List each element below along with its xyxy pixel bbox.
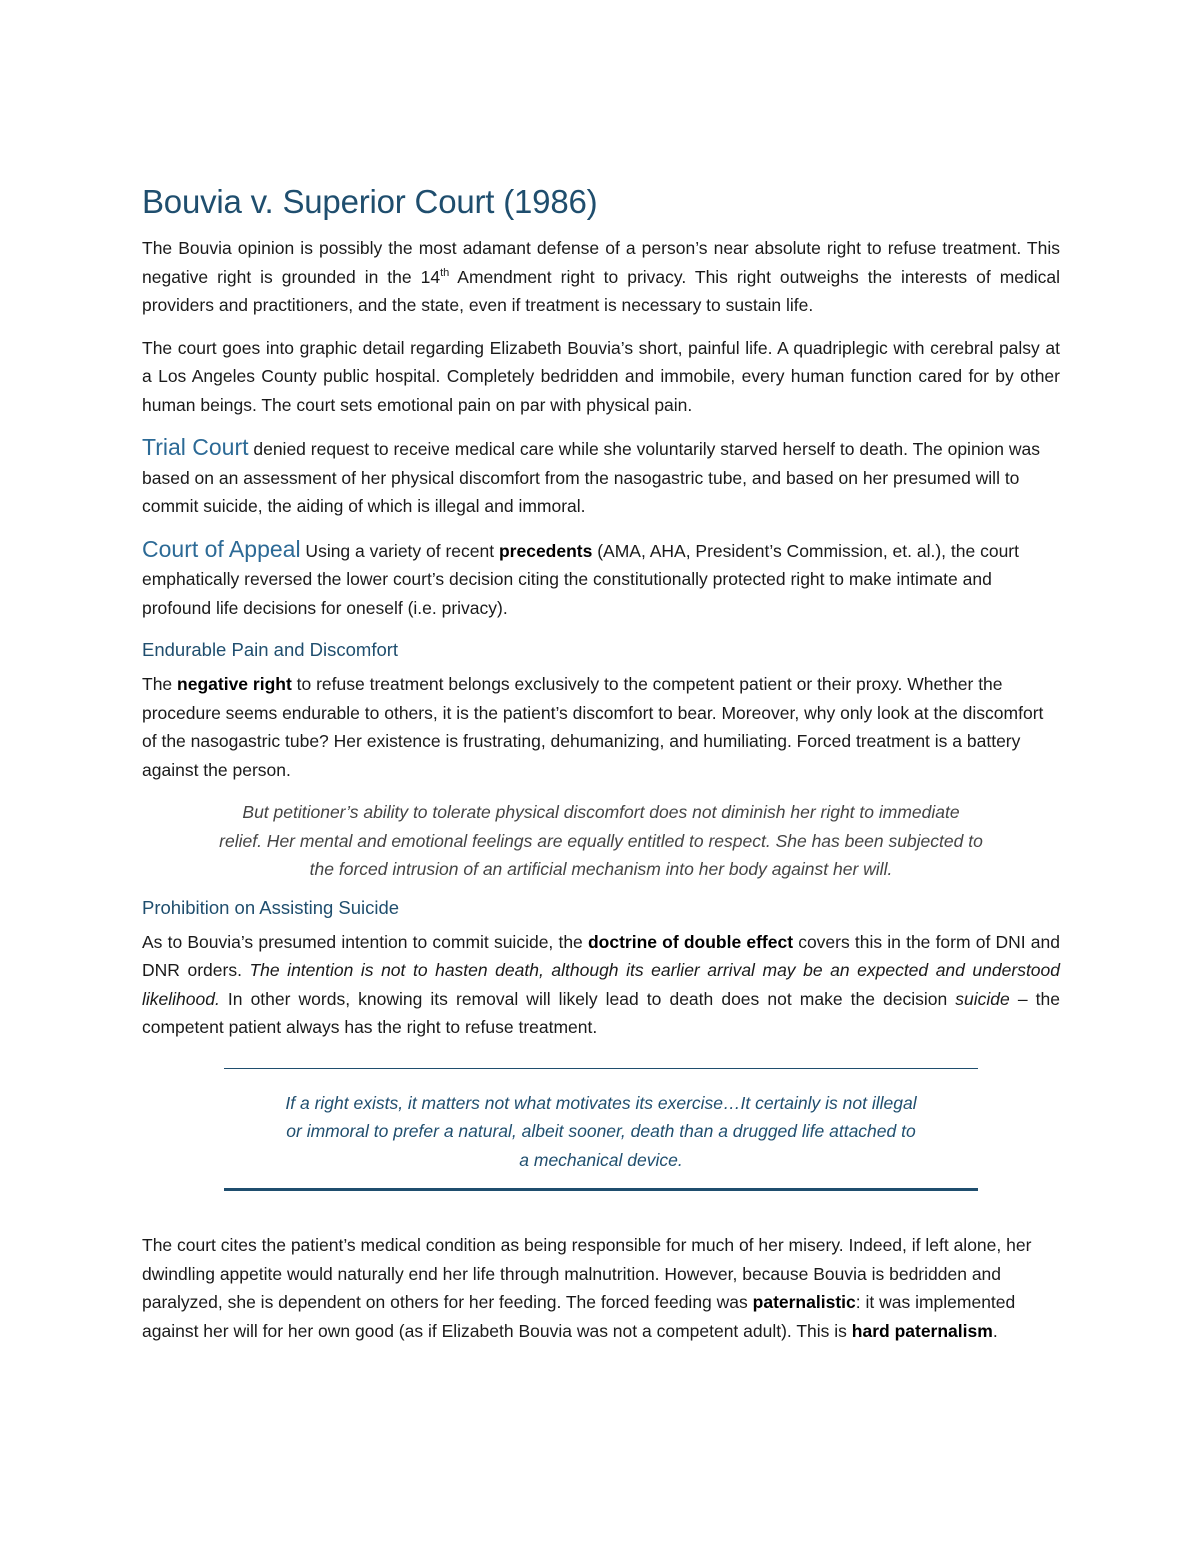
document-body xyxy=(142,178,1060,1359)
intro-paragraph xyxy=(142,234,1060,320)
block-quote xyxy=(142,798,1060,884)
suicide-text-b: covers this in the form of DNI and DNR orders. xyxy=(142,931,1060,980)
quote-line: But petitioner’s ability to tolerate physical discomfort does not diminish her right to immediate xyxy=(242,802,960,822)
appeal-paragraph xyxy=(142,535,1060,623)
trial-court-paragraph xyxy=(142,433,1060,521)
appeal-lead: Court of Appeal xyxy=(142,535,301,562)
final-text-b: : it was implemented against her will for her own good (as if Elizabeth Bouvia was not a competent adult). This is xyxy=(142,1292,1016,1341)
suicide-text-a: As to Bouvia’s presumed intention to commit suicide, the xyxy=(142,931,588,952)
appeal-text-b: (AMA, AHA, President’s Commission, et. al.), the court emphatically reversed the lower court’s decision citing the constitutionally protected right to make intimate and profound life decisions for oneself (i.e. privacy). xyxy=(142,540,1019,618)
section-heading-endurable-pain: Endurable Pain and Discomfort xyxy=(142,639,399,660)
quote-line: relief. Her mental and emotional feelings are equally entitled to respect. She has been subjected to xyxy=(219,830,983,851)
endurable-pain-paragraph xyxy=(142,670,1060,784)
pull-quote-line: or immoral to prefer a natural, albeit sooner, death than a drugged life attached to xyxy=(286,1121,916,1141)
suicide-text-d: – the competent patient always has the right to refuse treatment. xyxy=(142,988,1060,1037)
endurable-text-a: The xyxy=(142,674,178,694)
trial-court-lead: Trial Court xyxy=(142,434,249,460)
suicide-italic-word: suicide xyxy=(955,988,1010,1009)
pull-quote-line: If a right exists, it matters not what motivates its exercise…It certainly is not illegal xyxy=(285,1092,917,1113)
final-text-c: . xyxy=(992,1320,998,1341)
negative-right-term: negative right xyxy=(177,674,292,694)
appeal-text-a: Using a variety of recent xyxy=(300,540,499,561)
paternalistic-term: paternalistic xyxy=(752,1292,856,1312)
assisting-suicide-paragraph xyxy=(142,928,1060,1042)
endurable-text-b: to refuse treatment belongs exclusively to the competent patient or their proxy. Whether the procedure seems endurable to others, it is the patient’s discomfort to bear. Moreover, why only look at the discomfort of the nasogastric tube? Her existence is frustrating, dehumanizing, and humiliating. Forced treatment is a battery against the person. xyxy=(142,674,1044,780)
precedents-term: precedents xyxy=(498,540,593,561)
paternalism-paragraph xyxy=(142,1231,1060,1345)
trial-court-text: denied request to receive medical care while she voluntarily starved herself to death. The opinion was based on an assessment of her physical discomfort from the nasogastric tube, and based on her presumed will to commit suicide, the aiding of which is illegal and immoral. xyxy=(142,439,1041,516)
quote-line: the forced intrusion of an artificial mechanism into her body against her will. xyxy=(309,859,893,879)
intro-text-a: The Bouvia opinion is possibly the most adamant defense of a person’s near absolute right to refuse treatment. This negative right is grounded in the 14 xyxy=(142,238,1060,287)
page-title: Bouvia v. Superior Court (1986) xyxy=(142,183,598,220)
intro-text-b: Amendment right to privacy. This right outweighs the interests of medical providers and practitioners, and the state, even if treatment is necessary to sustain life. xyxy=(142,266,1061,315)
pull-quote-line: a mechanical device. xyxy=(519,1149,683,1170)
section-heading-assisting-suicide: Prohibition on Assisting Suicide xyxy=(142,896,400,918)
double-effect-term: doctrine of double effect xyxy=(587,931,794,952)
pull-quote xyxy=(224,1068,978,1192)
suicide-text-c: In other words, knowing its removal will likely lead to death does not make the decision xyxy=(219,988,956,1009)
background-paragraph: The court goes into graphic detail regarding Elizabeth Bouvia’s short, painful life. A quadriplegic with cerebral palsy at a Los Angeles County public hospital. Completely bedridden and immobile, every human function cared for by other human beings. The court sets emotional pain on par with physical pain. xyxy=(142,337,1060,415)
final-text-a: The court cites the patient’s medical condition as being responsible for much of her misery. Indeed, if left alone, her dwindling appetite would naturally end her life through malnutrition. However, because Bouvia is bedridden and paralyzed, she is dependent on others for her feeding. The forced feeding was xyxy=(142,1235,1032,1312)
ordinal-superscript: th xyxy=(440,266,450,279)
suicide-italic-text: The intention is not to hasten death, although its earlier arrival may be an expected and understood likelihood. xyxy=(142,960,1061,1009)
hard-paternalism-term: hard paternalism xyxy=(851,1320,993,1341)
